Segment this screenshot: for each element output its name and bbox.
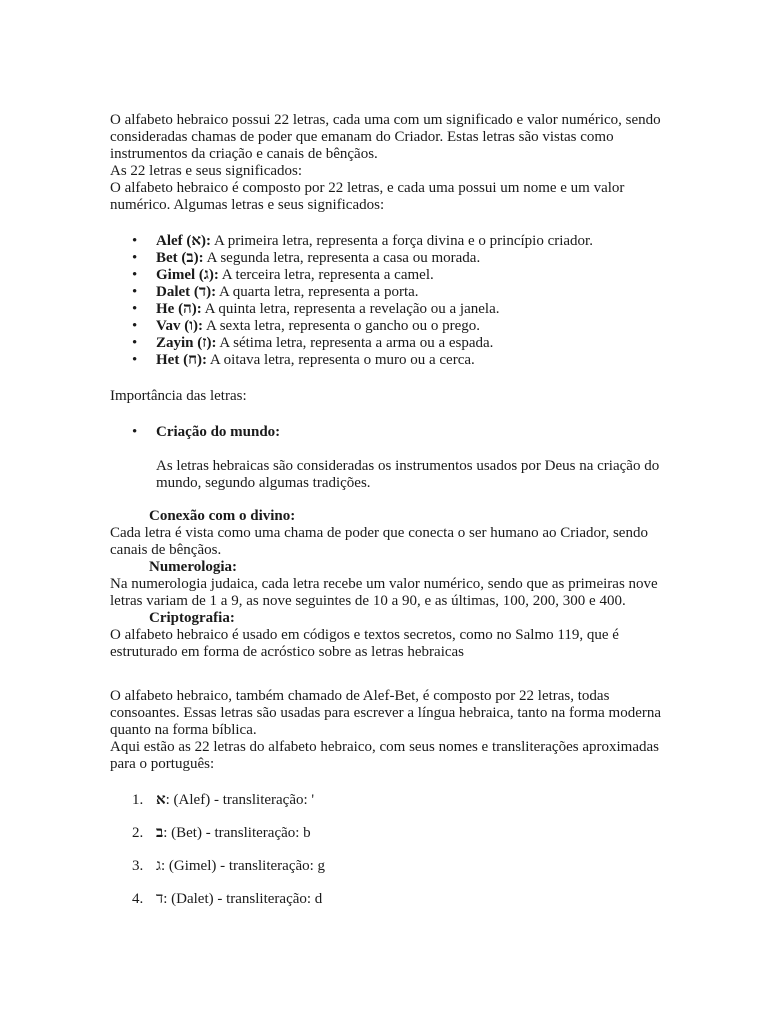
letter-description: A sexta letra, representa o gancho ou o prego.: [203, 318, 481, 334]
list-item: [110, 825, 670, 842]
item-number: 2.: [132, 825, 144, 841]
item-text: : (Bet) - transliteração: b: [163, 825, 311, 841]
letter-name: Het (ח):: [156, 352, 207, 368]
list-item: [110, 284, 670, 301]
letter-meanings-list: [110, 233, 670, 369]
letter-name: Bet (ב):: [156, 250, 204, 266]
letter-description: A quarta letra, representa a porta.: [216, 284, 419, 300]
importance-heading: Importância das letras:: [110, 388, 247, 404]
alefbet-paragraph: O alfabeto hebraico, também chamado de Alef-Bet, é composto por 22 letras, todas consoantes. Essas letras são usadas para escrever a língua hebraica, tanto na forma moderna quanto na forma bíblica.: [110, 688, 662, 738]
letter-description: A terceira letra, representa a camel.: [218, 267, 434, 283]
item-text: : (Alef) - transliteração: ': [165, 792, 315, 808]
list-item: [110, 301, 670, 318]
letter-name: Vav (ו):: [156, 318, 204, 334]
intro-paragraph: O alfabeto hebraico possui 22 letras, cada uma com um significado e valor numérico, sendo consideradas chamas de poder que emanam do Criador. Estas letras são vistas como instrumentos da criação e canais de bênçãos.: [110, 112, 661, 162]
item-number: 1.: [132, 792, 144, 808]
creation-title: Criação do mundo:: [156, 424, 281, 440]
letter-description: A oitava letra, representa o muro ou a cerca.: [206, 352, 475, 368]
document-body: [110, 112, 670, 924]
item-text: : (Gimel) - transliteração: g: [160, 858, 326, 874]
alefbet-list: [110, 792, 670, 908]
letter-description: A quinta letra, representa a revelação ou a janela.: [201, 301, 500, 317]
hebrew-glyph: א: [156, 792, 166, 808]
numerology-text: Na numerologia judaica, cada letra recebe um valor numérico, sendo que as primeiras nove letras variam de 1 a 9, as nove seguintes de 10 a 90, e as últimas, 100, 200, 300 e 400.: [110, 576, 658, 609]
letter-name: Gimel (ג):: [156, 267, 219, 283]
crypto-text: O alfabeto hebraico é usado em códigos e textos secretos, como no Salmo 119, que é estruturado em forma de acróstico sobre as letras hebraicas: [110, 627, 619, 660]
list-item: [110, 891, 670, 908]
letters-heading: As 22 letras e seus significados:: [110, 163, 303, 179]
numerology-title: Numerologia:: [149, 559, 238, 575]
letter-name: Dalet (ד):: [156, 284, 217, 300]
list-item: [110, 250, 670, 267]
hebrew-glyph: ד: [156, 891, 164, 907]
list-item: [110, 267, 670, 284]
list-item: [110, 792, 670, 809]
item-number: 3.: [132, 858, 144, 874]
list-item: [110, 335, 670, 352]
list-item: [110, 233, 670, 250]
letters-intro-paragraph: O alfabeto hebraico é composto por 22 letras, e cada uma possui um nome e um valor numérico. Algumas letras e seus significados:: [110, 180, 625, 213]
list-item: [110, 318, 670, 335]
letter-description: A primeira letra, representa a força divina e o princípio criador.: [211, 233, 593, 249]
alefbet-list-intro: Aqui estão as 22 letras do alfabeto hebraico, com seus nomes e transliterações aproximadas para o português:: [110, 739, 659, 772]
list-item: [110, 352, 670, 369]
hebrew-glyph: ב: [156, 825, 164, 841]
crypto-title: Criptografia:: [149, 610, 235, 626]
hebrew-glyph: ג: [156, 858, 161, 874]
item-text: : (Dalet) - transliteração: d: [163, 891, 323, 907]
letter-description: A sétima letra, representa a arma ou a espada.: [216, 335, 494, 351]
list-item: [110, 424, 670, 441]
divine-title: Conexão com o divino:: [149, 508, 296, 524]
importance-list: [110, 424, 670, 441]
list-item: [110, 858, 670, 875]
letter-name: Zayin (ז):: [156, 335, 217, 351]
letter-name: Alef (א):: [156, 233, 212, 249]
divine-text: Cada letra é vista como uma chama de poder que conecta o ser humano ao Criador, sendo canais de bênçãos.: [110, 525, 648, 558]
letter-description: A segunda letra, representa a casa ou morada.: [203, 250, 481, 266]
creation-text: As letras hebraicas são consideradas os instrumentos usados por Deus na criação do mundo, segundo algumas tradições.: [156, 458, 660, 491]
item-number: 4.: [132, 891, 144, 907]
letter-name: He (ה):: [156, 301, 202, 317]
